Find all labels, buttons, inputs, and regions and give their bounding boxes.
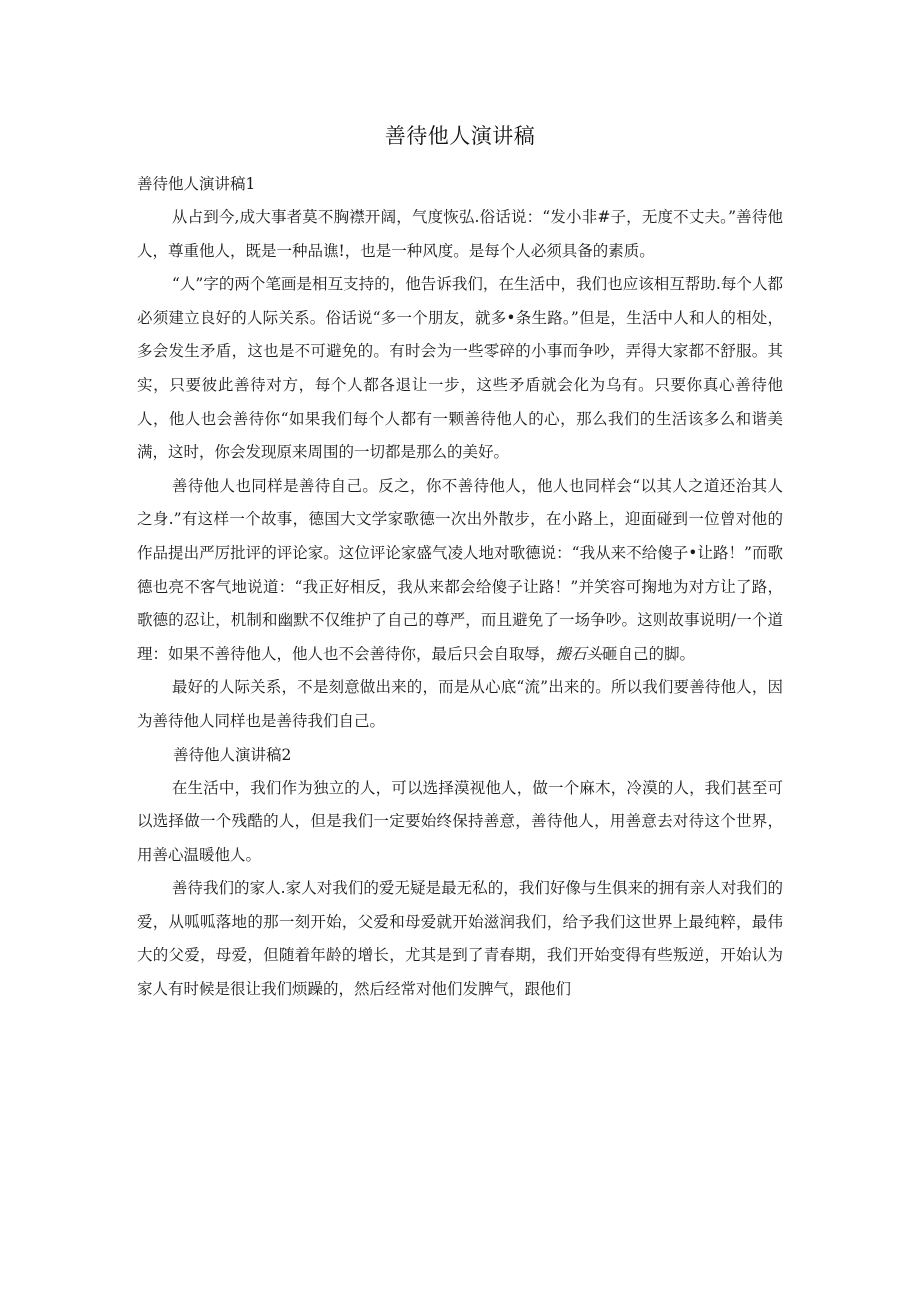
paragraph-text: 砸自己的脚。: [602, 644, 696, 663]
document-body: [137, 168, 783, 1007]
paragraph-text: 善待他人也同样是善待自己。反之，你不善待他人，他人也同样会“以其人之道还治其人之身.”有这样一个故事，德国大文学家歌德一次出外散步，在小路上，迎面碰到一位曾对他的作品提出严厉批评的评论家。这位评论家盛气凌人地对歌德说：“我从来不给傻子•让路！”而歌德也亮不客气地说道：“我正好相反，我从来都会给傻子让路！”并笑容可掬地为对方让了路，歌德的忍让，机制和幽默不仅维护了自己的尊严，而且避免了一场争吵。这则故事说明/一个道理：如果不善待他人，他人也不会善待你，最后只会自取辱，: [137, 476, 783, 663]
paragraph: 从占到今,成大事者莫不胸襟开阔，气度恢弘.俗话说：“发小非#子，无度不丈夫。”善待他人，尊重他人，既是一种品谯!，也是一种风度。是每个人必须具备的素质。: [137, 208, 783, 260]
paragraph: 在生活中，我们作为独立的人，可以选择漠视他人，做一个麻木，冷漠的人，我们甚至可以选择做一个残酷的人，但是我们一定要始终保持善意，善待他人，用善意去对待这个世界，用善心温暖他人。: [137, 778, 783, 864]
section-heading: 善待他人演讲稿2: [173, 745, 292, 764]
paragraph: 最好的人际关系，不是刻意做出来的，而是从心底“流”出来的。所以我们要善待他人，因为善待他人同样也是善待我们自己。: [137, 678, 783, 730]
section-heading: 善待他人演讲稿1: [137, 175, 256, 193]
document-title: 善待他人演讲稿: [384, 124, 536, 148]
paragraph: “人”字的两个笔画是相互支持的，他告诉我们，在生活中，我们也应该相互帮助.每个人都必须建立良好的人际关系。俗话说“多一个朋友，就多•条生路。”但是，生活中人和人的相处，多会发生矛盾，这也是不可避免的。有时会为一些零碎的小事而争吵，弄得大家都不舒服。其实，只要彼此善待对方，每个人都各退让一步，这些矛盾就会化为乌有。只要你真心善待他人，他人也会善待你“如果我们每个人都有一颗善待他人的心，那么我们的生活该多么和谐美满，这时，你会发现原来周围的一切都是那么的美好。: [137, 275, 783, 462]
paragraph: 善待我们的家人.家人对我们的爱无疑是最无私的，我们好像与生俱来的拥有亲人对我们的爱，从呱呱落地的那一刻开始，父爱和母爱就开始滋润我们，给予我们这世界上最纯粹，最伟大的父爱，母爱，但随着年龄的增长，尤其是到了青春期，我们开始变得有些叛逆，开始认为家人有时候是很让我们烦躁的，然后经常对他们发脾气，跟他们: [137, 879, 783, 999]
italic-phrase: 搬石头: [555, 644, 603, 663]
paragraph: [137, 470, 783, 672]
